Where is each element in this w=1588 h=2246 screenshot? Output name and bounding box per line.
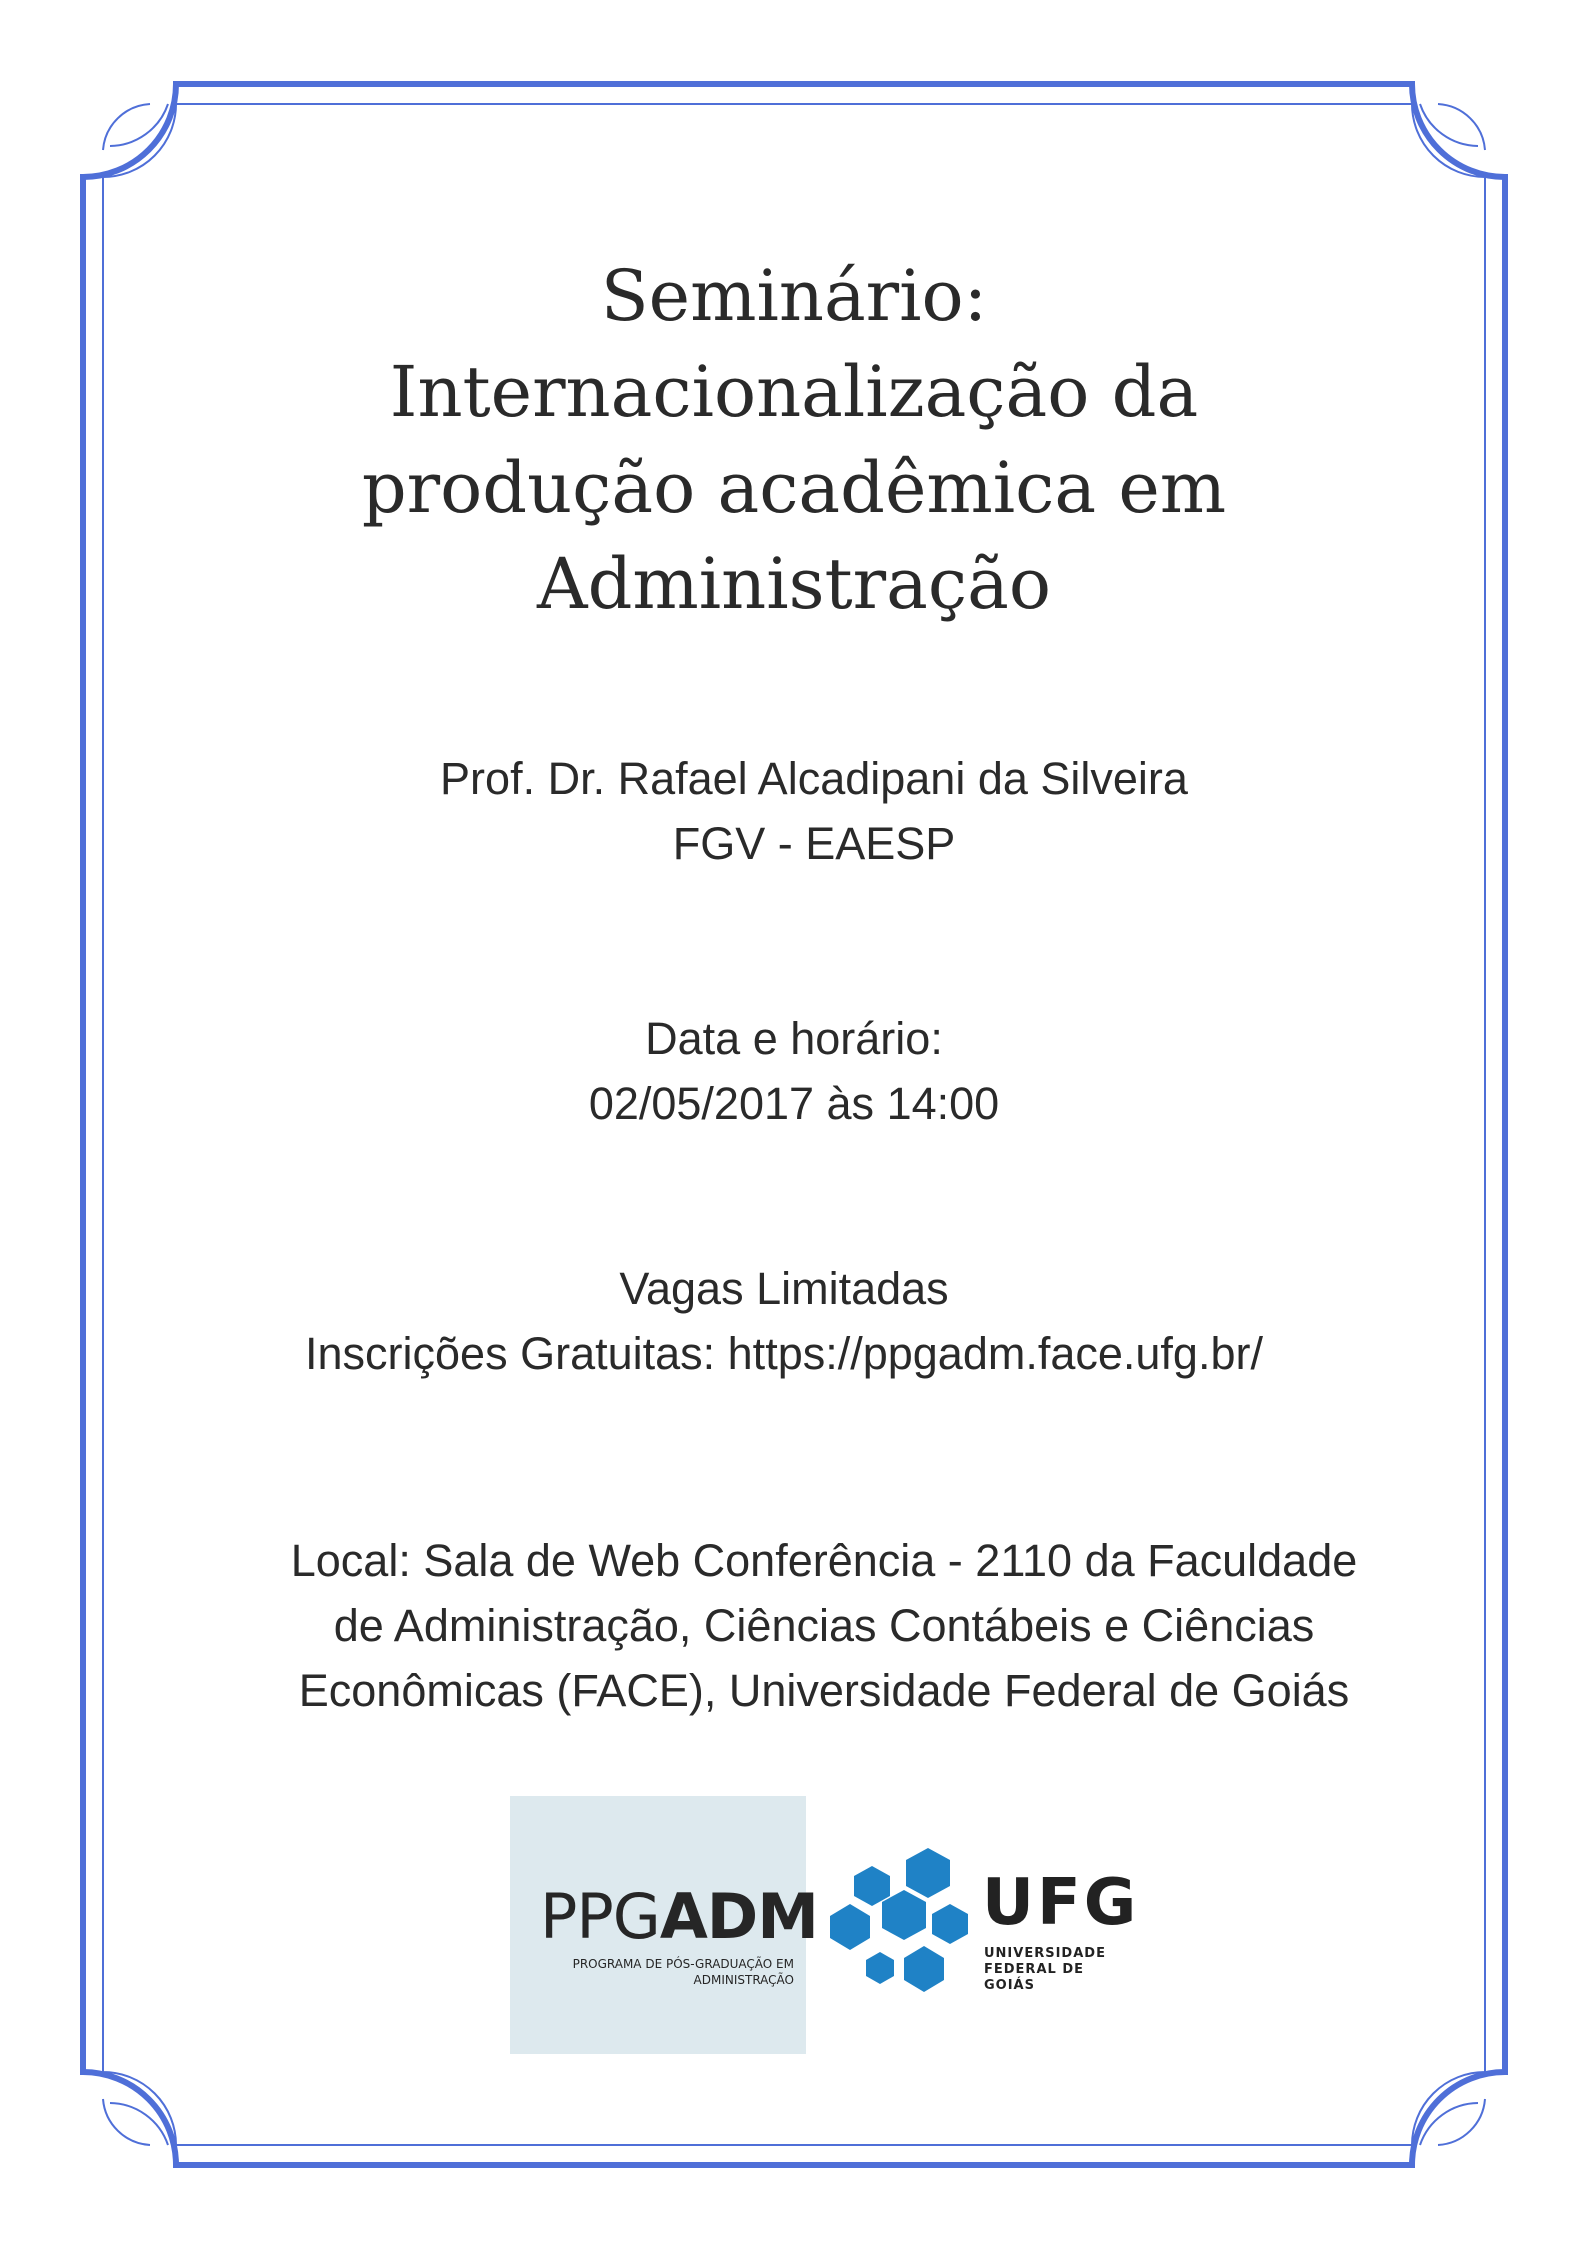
speaker-institution: FGV - EAESP — [672, 818, 956, 869]
registration-link[interactable]: Inscrições Gratuitas: https://ppgadm.face.ufg.br/ — [305, 1328, 1263, 1379]
datetime-block — [0, 1006, 1588, 1136]
ppgadm-subtitle-line: PROGRAMA DE PÓS-GRADUAÇÃO EM — [572, 1957, 794, 1971]
datetime-value: 02/05/2017 às 14:00 — [588, 1078, 1000, 1129]
seminar-title — [0, 248, 1588, 632]
ppgadm-subtitle — [540, 1956, 794, 1988]
location-block — [30, 1528, 1588, 1723]
ufg-hexagon — [882, 1890, 926, 1940]
ufg-hexagon — [866, 1952, 894, 1984]
vagas-text: Vagas Limitadas — [619, 1263, 949, 1314]
speaker-block — [20, 746, 1588, 876]
ppgadm-wordmark-bold: ADM — [659, 1880, 818, 1953]
ppgadm-wordmark-light: PPG — [540, 1880, 660, 1953]
ufg-hexagon — [906, 1848, 950, 1898]
datetime-label: Data e horário: — [645, 1013, 943, 1064]
ppgadm-wordmark — [540, 1880, 818, 1953]
registration-block — [0, 1256, 1578, 1386]
title-line: Administração — [537, 543, 1051, 625]
ufg-acronym: UFG — [982, 1866, 1140, 1940]
title-line: Seminário: — [600, 255, 988, 337]
title-line: produção acadêmica em — [361, 447, 1227, 529]
ufg-subtitle — [984, 1946, 1136, 1994]
ppgadm-logo — [510, 1796, 818, 2054]
ufg-hexagon — [932, 1904, 968, 1944]
ufg-logo — [826, 1846, 1140, 2006]
location-line: Econômicas (FACE), Universidade Federal de Goiás — [298, 1665, 1350, 1716]
ppgadm-subtitle-line: ADMINISTRAÇÃO — [693, 1973, 794, 1987]
location-line: Local: Sala de Web Conferência - 2110 da Faculdade — [290, 1535, 1358, 1586]
ufg-subtitle-line: UNIVERSIDADE — [984, 1946, 1106, 1961]
ufg-hexagon — [904, 1946, 944, 1992]
ufg-hexagon — [830, 1904, 870, 1950]
location-line: de Administração, Ciências Contábeis e Ciências — [333, 1600, 1315, 1651]
ufg-hexagons-icon — [826, 1846, 976, 2006]
speaker-name: Prof. Dr. Rafael Alcadipani da Silveira — [440, 753, 1188, 804]
ufg-hexagon — [854, 1866, 890, 1906]
title-line: Internacionalização da — [389, 351, 1199, 433]
ufg-subtitle-line: FEDERAL DE GOIÁS — [984, 1962, 1084, 1993]
